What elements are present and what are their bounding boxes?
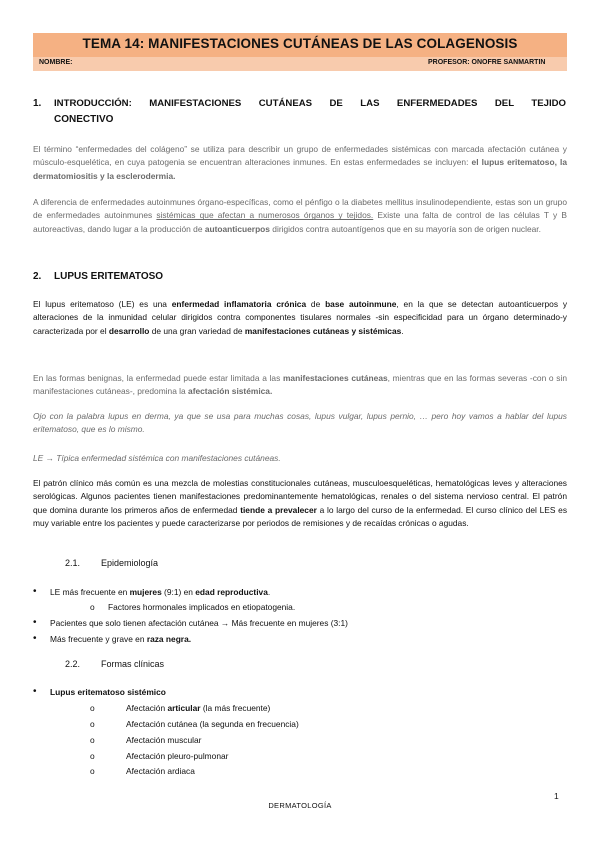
sub-bullet-icon: o	[90, 766, 95, 776]
section1-title-line1: INTRODUCCIÓN: MANIFESTACIONES CUTÁNEAS DE LAS ENFERMEDADES DEL TEJIDO	[54, 98, 566, 109]
clinical-subitem: Afectación muscular	[126, 735, 202, 745]
bullet-icon: •	[33, 686, 37, 697]
section2-paragraph-5: El patrón clínico más común es una mezcla de molestias constitucionales cutáneas, musculoesqueléticas, hematológicas leves y alteraciones serológicas. Algunos pacientes tienen manifestaciones predominantemente hematológicas, renales o del sistema nervioso central. El patrón que domina durante los primeros años de enfermedad tiende a prevalecer a lo largo del curso de la enfermedad. El curso clínico del LES es muy variable entre los pacientes y puede caracterizarse por periodos de remisiones y de recaídas crónicas o agudas.	[33, 478, 568, 528]
section1-paragraph-2: A diferencia de enfermedades autoinmunes órgano-específicas, como el pénfigo o la diabetes mellitus insulinodependiente, estas son un grupo de enfermedades autoinmunes sistémicas que afectan a numerosos órganos y tejidos. Existe una falta de control de las células T y B autoreactivas, dando lugar a la producción de autoanticuerpos dirigidos contra autoantígenos que en su mayoría son de origen nuclear.	[33, 197, 567, 234]
section2-note: Ojo con la palabra lupus en derma, ya que se usa para muchas cosas, lupus vulgar, lupus pernio, … pero hoy vamos a hablar del lupus eritematoso, que es lo mismo.	[33, 411, 567, 435]
title-banner	[33, 33, 567, 57]
subsection22-number: 2.2.	[65, 659, 81, 669]
subsection21-title: Epidemiología	[101, 558, 159, 568]
section1-paragraph-1: El término “enfermedades del colágeno” se utiliza para describir un grupo de enfermedades sistémicas con marcada afectación cutánea y músculo-esquelética, en cuya patogenia se encuentran alteraciones inmunes. En estas enfermedades se incluyen: el lupus eritematoso, la dermatomiositis y la esclerodermia.	[33, 144, 567, 181]
section2-highlight: LE → Típica enfermedad sistémica con manifestaciones cutáneas.	[33, 453, 281, 463]
epidemiology-item-2: Pacientes que solo tienen afectación cutánea → Más frecuente en mujeres (3:1)	[50, 618, 348, 628]
footer-subject: DERMATOLOGÍA	[268, 801, 332, 810]
section2-paragraph-1: El lupus eritematoso (LE) es una enfermedad inflamatoria crónica de base autoinmune, en la que se detectan autoanticuerpos y alteraciones de la inmunidad celular dirigidos contra componentes tisulares normales -sin especificidad para un órgano determinado-y caracterizada por el desarrollo de una gran variedad de manifestaciones cutáneas y sistémicas.	[33, 299, 568, 336]
sub-bullet-icon: o	[90, 735, 95, 745]
bullet-icon: •	[33, 633, 37, 644]
name-label: NOMBRE:	[39, 59, 73, 66]
section2-paragraph-2: En las formas benignas, la enfermedad puede estar limitada a las manifestaciones cutáneas, mientras que en las formas severas -con o sin manifestaciones cutáneas-, predomina la afectación sistémica.	[33, 373, 568, 397]
sub-bullet-icon: o	[90, 719, 95, 729]
page-title: TEMA 14: MANIFESTACIONES CUTÁNEAS DE LAS COLAGENOSIS	[82, 36, 518, 51]
page-number: 1	[554, 791, 560, 801]
clinical-forms-item: Lupus eritematoso sistémico	[50, 687, 166, 697]
section2-number: 2.	[33, 271, 42, 282]
subsection22-title: Formas clínicas	[101, 659, 165, 669]
epidemiology-item-3: Más frecuente y grave en raza negra.	[50, 634, 192, 644]
sub-bullet-icon: o	[90, 751, 95, 761]
section1-title-line2: CONECTIVO	[54, 114, 114, 125]
clinical-subitem: Afectación cutánea (la segunda en frecuencia)	[126, 719, 299, 729]
section1-number: 1.	[33, 98, 42, 109]
epidemiology-subitem-1: Factores hormonales implicados en etiopatogenia.	[108, 602, 296, 612]
name-row	[33, 57, 567, 71]
epidemiology-item-1: LE más frecuente en mujeres (9:1) en edad reproductiva.	[50, 587, 271, 597]
bullet-icon: •	[33, 617, 37, 628]
clinical-subitem: Afectación pleuro-pulmonar	[126, 751, 229, 761]
sub-bullet-icon: o	[90, 602, 95, 612]
bullet-icon: •	[33, 586, 37, 597]
professor-label: PROFESOR: ONOFRE SANMARTIN	[428, 59, 546, 66]
clinical-subitem: Afectación ardiaca	[126, 766, 195, 776]
subsection21-number: 2.1.	[65, 558, 81, 568]
clinical-subitem: Afectación articular (la más frecuente)	[126, 703, 271, 713]
sub-bullet-icon: o	[90, 703, 95, 713]
section2-title: LUPUS ERITEMATOSO	[54, 271, 164, 282]
